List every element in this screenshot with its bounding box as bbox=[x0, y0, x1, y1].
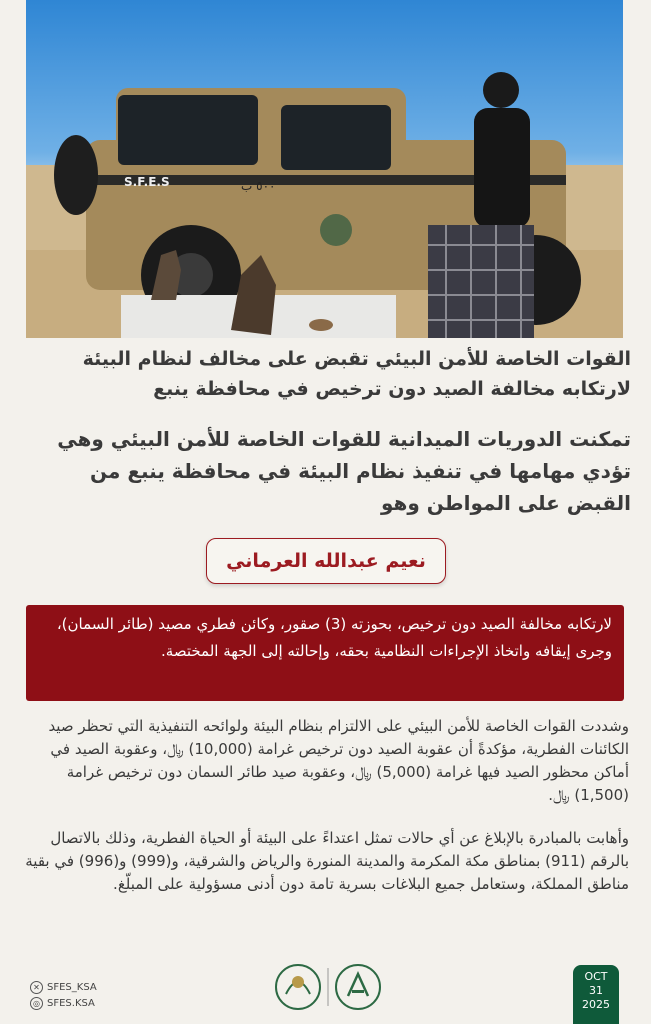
social-x[interactable] bbox=[30, 979, 97, 995]
date-year: 2025 bbox=[582, 998, 610, 1011]
interior-emblem-icon bbox=[336, 965, 380, 1009]
news-photo bbox=[26, 0, 623, 338]
accused-name: نعيم عبدالله العرماني bbox=[226, 550, 426, 572]
photo-illustration bbox=[26, 0, 623, 338]
x-icon: ✕ bbox=[30, 981, 43, 994]
agency-emblems bbox=[268, 960, 388, 1014]
date-badge bbox=[573, 965, 619, 1024]
globe-icon: ◎ bbox=[30, 997, 43, 1010]
social-web[interactable] bbox=[30, 995, 97, 1011]
charge-box: لارتكابه مخالفة الصيد دون ترخيص، بحوزته (3) صقور، وكائن فطري مصيد (طائر السمان)، وجرى إيقافه واتخاذ الإجراءات النظامية بحقه، وإحالته إلى الجهة المختصة. bbox=[26, 605, 624, 701]
accused-name-box bbox=[206, 538, 446, 584]
sfes-emblem-icon bbox=[276, 965, 320, 1009]
social-web-handle: SFES.KSA bbox=[47, 997, 95, 1009]
reporting-paragraph: وأهابت بالمبادرة بالإبلاغ عن أي حالات تمثل اعتداءً على البيئة أو الحياة الفطرية، وذلك بالاتصال بالرقم (911) بمناطق مكة المكرمة والمدينة المنورة والرياض والشرقية، و(999) و(996) في بقية مناطق المملكة، وستعامل جميع البلاغات بسرية تامة دون أدنى مسؤولية على المبلّغ. bbox=[25, 829, 629, 893]
date-day: 31 bbox=[589, 984, 603, 997]
penalties-paragraph: وشددت القوات الخاصة للأمن البيئي على الالتزام بنظام البيئة ولوائحه التنفيذية التي تحظر صيد الكائنات الفطرية، مؤكدةً أن عقوبة الصيد دون ترخيص غرامة (10,000) ﷼، وعقوبة الصيد في أماكن محظور الصيد فيها غرامة (5,000) ﷼، وعقوبة صيد طائر السمان دون ترخيص غرامة (1,500) ﷼. bbox=[48, 717, 629, 804]
vehicle-plate-number: ٥٠٠ ب bbox=[241, 179, 276, 193]
lead-paragraph: تمكنت الدوريات الميدانية للقوات الخاصة للأمن البيئي وهي تؤدي مهامها في تنفيذ نظام البيئة في محافظة ينبع من القبض على المواطن وهو bbox=[57, 427, 631, 515]
headline: القوات الخاصة للأمن البيئي تقبض على مخالف لنظام البيئة لارتكابه مخالفة الصيد دون ترخيص في محافظة ينبع bbox=[82, 348, 631, 400]
date-month: OCT bbox=[584, 970, 608, 983]
vehicle-plate-code: S.F.E.S bbox=[124, 175, 170, 189]
social-x-handle: SFES_KSA bbox=[47, 981, 97, 993]
social-handles bbox=[30, 979, 97, 1011]
